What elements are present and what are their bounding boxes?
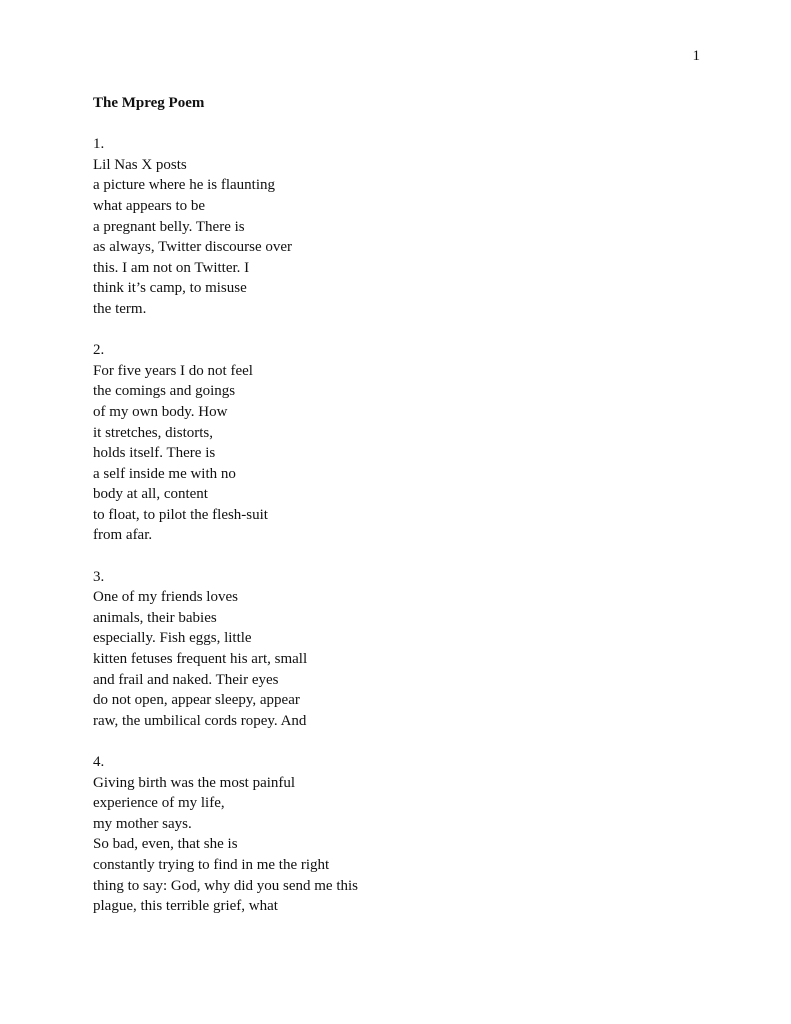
poem-line: animals, their babies: [93, 609, 217, 626]
poem-line: Giving birth was the most painful: [93, 774, 296, 791]
poem-line: a pregnant belly. There is: [93, 218, 245, 235]
poem-line: my mother says.: [93, 815, 192, 832]
poem-line: Lil Nas X posts: [93, 156, 187, 173]
poem-line: think it’s camp, to misuse: [93, 280, 247, 297]
blank-line: [93, 546, 693, 567]
poem-line: raw, the umbilical cords ropey. And: [93, 712, 307, 729]
poem-section-2: [93, 340, 693, 546]
poem-line: One of my friends loves: [93, 589, 238, 606]
poem-line: thing to say: God, why did you send me this: [93, 877, 358, 894]
poem-line: body at all, content: [93, 486, 208, 503]
poem-line: plague, this terrible grief, what: [93, 898, 278, 915]
section-number: 3.: [93, 568, 105, 585]
poem-section-4: [93, 752, 693, 917]
poem-title: The Mpreg Poem: [93, 95, 205, 111]
poem-line: experience of my life,: [93, 795, 225, 812]
poem-line: the term.: [93, 300, 147, 317]
poem-line: it stretches, distorts,: [93, 424, 213, 441]
blank-line: [93, 320, 693, 341]
section-number: 1.: [93, 136, 105, 153]
blank-line: [93, 114, 693, 135]
poem-line: and frail and naked. Their eyes: [93, 671, 279, 688]
poem-line: what appears to be: [93, 197, 206, 214]
poem-section-1: [93, 134, 693, 319]
poem-section-3: [93, 567, 693, 732]
poem-line: especially. Fish eggs, little: [93, 630, 252, 647]
poem-line: the comings and goings: [93, 383, 236, 400]
page-number: 1: [692, 48, 700, 64]
poem-line: this. I am not on Twitter. I: [93, 259, 250, 276]
poem-line: constantly trying to find in me the right: [93, 856, 330, 873]
blank-line: [93, 731, 693, 752]
poem-line: to float, to pilot the flesh-suit: [93, 506, 268, 523]
poem-line: as always, Twitter discourse over: [93, 239, 293, 256]
poem-line: a picture where he is flaunting: [93, 177, 276, 194]
section-number: 4.: [93, 754, 105, 770]
poem-line: do not open, appear sleepy, appear: [93, 692, 300, 709]
poem-line: For five years I do not feel: [93, 362, 253, 379]
poem-line: a self inside me with no: [93, 465, 236, 482]
poem-line: So bad, even, that she is: [93, 836, 238, 853]
section-number: 2.: [93, 342, 105, 359]
poem-body: [93, 93, 693, 917]
poem-line: of my own body. How: [93, 403, 228, 420]
poem-line: kitten fetuses frequent his art, small: [93, 651, 308, 668]
poem-line: holds itself. There is: [93, 445, 216, 462]
poem-line: from afar.: [93, 527, 153, 544]
